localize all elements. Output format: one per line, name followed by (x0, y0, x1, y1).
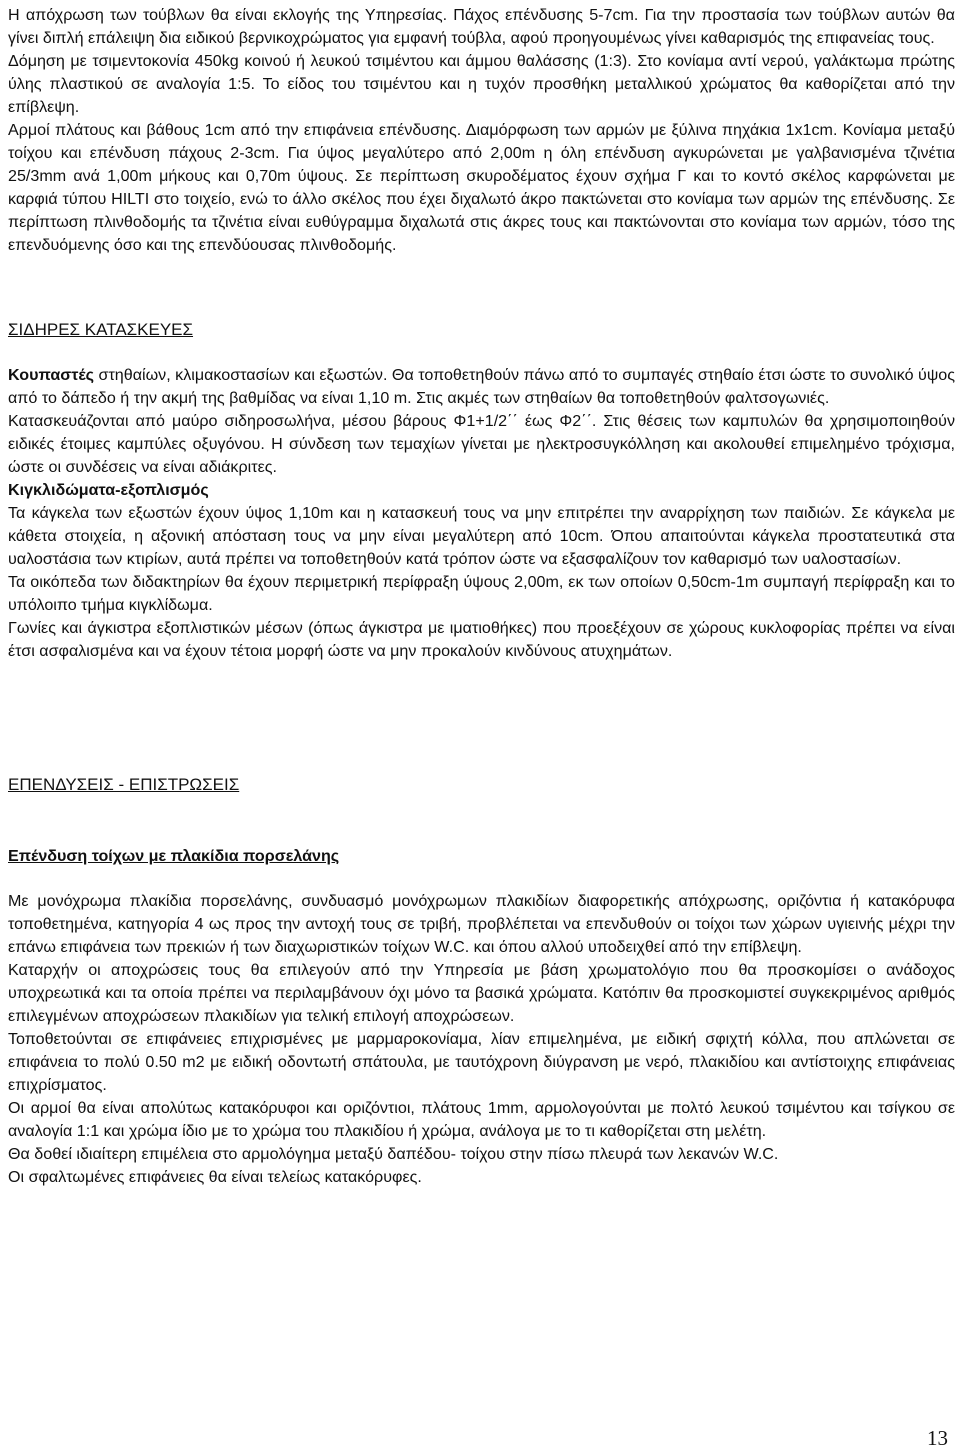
page-number: 13 (927, 1426, 948, 1450)
label-railings-equipment: Κιγκλιδώματα-εξοπλισμός (8, 481, 209, 499)
paragraph-masonry-mortar: Δόμηση με τσιμεντοκονία 450kg κοινού ή λευκού τσιμέντου και άμμου θαλάσσης (1:3). Στο κονίαμα αντί νερού, γαλάκτωμα πρώτης ύλης πλαστικού σε αναλογία 1:5. Το είδος του τσιμέντου και η τυχόν προσθήκη μεταλλικού χρώματος θα καθορίζεται από την επίβλεψη. (8, 52, 955, 116)
paragraph-perimeter-fence: Τα οικόπεδα των διδακτηρίων θα έχουν περιμετρική περίφραξη ύψους 2,00m, εκ των οποίων 0,50cm-1m συμπαγή περίφραξη και το υπόλοιπο τμήμα κιγκλίδωμα. (8, 573, 955, 614)
paragraph-tile-joints: Οι αρμοί θα είναι απολύτως κατακόρυφοι και οριζόντιοι, πλάτους 1mm, αρμολογούνται με πολτό λευκού τσιμέντου και τσίγκου σε αναλογία 1:1 και χρώμα ίδιο με το χρώμα του πλακιδίου ή χρώμα, ανάλογα με το τι καθορίζεται στη μελέτη. (8, 1099, 955, 1140)
text-handrails: στηθαίων, κλιμακοστασίων και εξωστών. Θα τοποθετηθούν πάνω από το συμπαγές στηθαίο έτσι ώστε το συνολικό ύψος από το δάπεδο ή την ακμή της βαθμίδας να είναι 1,10 m. Στις ακμές των στηθαίων θα τοποθετηθούν φαλτσογωνιές. (8, 366, 955, 407)
paragraph-brick-color: Η απόχρωση των τούβλων θα είναι εκλογής της Υπηρεσίας. Πάχος επένδυσης 5-7cm. Για την προστασία των τούβλων αυτών θα γίνει διπλή επάλειψη δια ειδικού βερνικοχρώματος για εμφανή τούβλα, αφού προηγουμένως γίνει καθαρισμός της επιφανείας τους. (8, 6, 955, 47)
subheading-porcelain-tiles: Επένδυση τοίχων με πλακίδια πορσελάνης (8, 847, 340, 865)
paragraph-steel-pipe: Κατασκευάζονται από μαύρο σιδηροσωλήνα, μέσου βάρους Φ1+1/2΄΄ έως Φ2΄΄. Στις θέσεις των καμπυλών θα χρησιμοποιηθούν ειδικές έτοιμες καμπύλες οξυγόνου. Η σύνδεση των τεμαχίων γίνεται με ηλεκτροσυγκόλληση και ακολουθεί επιμελημένο τρόχισμα, ώστε οι συνδέσεις να είναι αδιάκριτες. (8, 412, 955, 476)
paragraph-tile-colors: Καταρχήν οι αποχρώσεις τους θα επιλεγούν από την Υπηρεσία με βάση χρωματολόγιο που θα προσκομίσει ο ανάδοχος υποχρεωτικά και τα οποία πρέπει να περιλαμβάνουν όχι μόνο τα βασικά χρώματα. Κατόπιν θα προσκομιστεί συγκεκριμένος αριθμός επιλεγμένων αποχρώσεων πλακιδίων για τελική επιλογή αποχρώσεων. (8, 961, 955, 1025)
paragraph-tile-installation: Τοποθετούνται σε επιφάνειες επιχρισμένες με μαρμαροκονίαμα, λίαν επιμελημένα, με ειδική σφιχτή κόλλα, που απλώνεται σε επιφάνεια το πολύ 0.50 m2 με ειδική οδοντωτή σπάτουλα, με ταυτόχρονη διύγρανση με νερό, πλακιδίου και αντίστοιχης επιφάνειας επιχρίσματος. (8, 1030, 955, 1094)
paragraph-wc-joints: Θα δοθεί ιδιαίτερη επιμέλεια στο αρμολόγημα μεταξύ δαπέδου- τοίχου στην πίσω πλευρά των λεκανών W.C. (8, 1145, 779, 1163)
paragraph-tiles-general: Με μονόχρωμα πλακίδια πορσελάνης, συνδυασμό μονόχρωμων πλακιδίων διαφορετικής απόχρωσης, οριζόντια ή κατακόρυφα τοποθετημένα, κατηγορία 4 ως προς την αντοχή τους σε τριβή, προβλέπεται να επενδυθούν οι τοίχοι των χώρων υγιεινής μέχρι την επάνω επιφάνεια των πρεκιών ή των διαχωριστικών τοίχων W.C. και όπου αλλού υποδειχθεί από την επίβλεψη. (8, 892, 955, 956)
document-page (8, 0, 955, 1189)
section-heading-iron-constructions: ΣΙΔΗΡΕΣ ΚΑΤΑΣΚΕΥΕΣ (8, 320, 194, 339)
paragraph-handrails (8, 364, 955, 410)
section-heading-coverings: ΕΠΕΝΔΥΣΕΙΣ - ΕΠΙΣΤΡΩΣΕΙΣ (8, 775, 240, 794)
paragraph-hooks-safety: Γωνίες και άγκιστρα εξοπλιστικών μέσων (όπως άγκιστρα με ιματιοθήκες) που προεξέχουν σε χώρους κυκλοφορίας πρέπει να είναι έτσι ασφαλισμένα και να έχουν τέτοια μορφή ώστε να μην προκαλούν κινδύνους ατυχημάτων. (8, 619, 955, 660)
paragraph-vertical-surfaces: Οι σφαλτωμένες επιφάνειες θα είναι τελείως κατακόρυφες. (8, 1168, 422, 1186)
paragraph-joints-anchoring: Αρμοί πλάτους και βάθους 1cm από την επιφάνεια επένδυσης. Διαμόρφωση των αρμών με ξύλινα πηχάκια 1x1cm. Κονίαμα μεταξύ τοίχου και επένδυση πάχους 2-3cm. Για ύψος μεγαλύτερο από 2,00m η όλη επένδυση αγκυρώνεται με γαλβανισμένα τζινέτια 25/3mm ανά 1,00m μήκους και 0,70m ύψους. Σε περίπτωση σκυροδέματος έχουν σχήμα Γ και το κοντό σκέλος καρφώνεται με καρφιά τύπου HILTI στο τοιχείο, ενώ το άλλο σκέλος που έχει διχαλωτό άκρο πακτώνεται στο κονίαμα των αρμών της επένδυσης. Σε περίπτωση πλινθοδομής τα τζινέτια είναι ευθύγραμμα διχαλωτά στις άκρες τους και πακτώνονται στο κονίαμα των αρμών, τόσο της επενδυόμενης όσο και της επενδύουσας πλινθοδομής. (8, 121, 955, 254)
label-handrails: Κουπαστές (8, 366, 95, 384)
paragraph-balcony-railings: Τα κάγκελα των εξωστών έχουν ύψος 1,10m και η κατασκευή τους να μην επιτρέπει την αναρρίχηση των παιδιών. Σε κάγκελα με κάθετα στοιχεία, η αξονική απόσταση τους να μην είναι μεγαλύτερη από 10cm. Όπου απαιτούνται κάγκελα προστατευτικά στα υαλοστάσια των κτιρίων, αυτά πρέπει να τοποθετηθούν κατά τρόπον ώστε να εξασφαλίζουν τον καθαρισμό των υαλοστασίων. (8, 504, 955, 568)
